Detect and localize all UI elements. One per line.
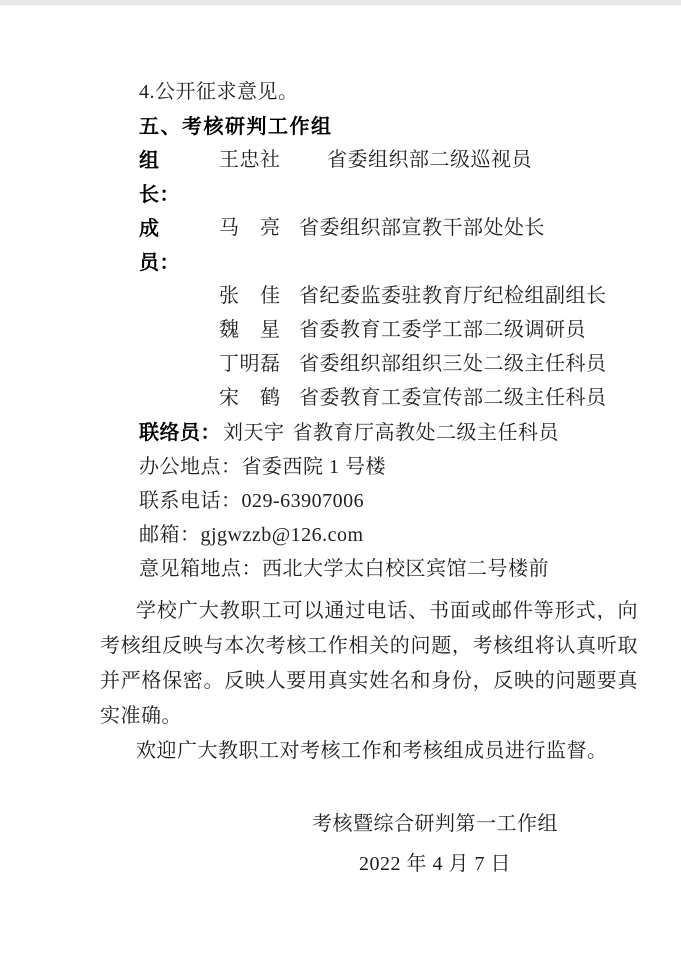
body-paragraph: 欢迎广大教职工对考核工作和考核组成员进行监督。	[136, 740, 608, 762]
list-item-4: 4.公开征求意见。	[139, 81, 299, 103]
members-label: 成 员：	[139, 216, 180, 274]
members-label-spacer	[139, 279, 219, 313]
leader-title: 省委组织部二级巡视员	[327, 149, 532, 171]
contact-suggestion-box-line	[139, 552, 638, 586]
members-label-spacer	[139, 347, 219, 381]
roster-member-row	[139, 211, 638, 279]
members-label-spacer	[139, 313, 219, 347]
member-title: 省委组织部组织三处二级主任科员	[299, 353, 607, 375]
roster-member-row	[139, 347, 638, 381]
signature-date: 2022 年 4 月 7 日	[359, 853, 511, 875]
contact-office-value: 省委西院 1 号楼	[241, 456, 386, 478]
signature-org: 考核暨综合研判第一工作组	[312, 813, 558, 835]
member-name: 魏 星	[219, 319, 281, 341]
liaison-label: 联络员：	[139, 420, 221, 444]
contact-office-label: 办公地点：	[139, 456, 242, 478]
roster-liaison-row	[139, 415, 638, 450]
document-page	[0, 5, 681, 884]
contact-suggestion-box-label: 意见箱地点：	[139, 558, 262, 580]
roster-leader-row	[139, 143, 638, 211]
signature-block	[312, 804, 558, 884]
contact-phone-value: 029-63907006	[241, 490, 365, 512]
member-name: 丁明磊	[219, 353, 281, 375]
roster-member-row	[139, 279, 638, 313]
members-label-spacer	[139, 381, 219, 415]
member-title: 省纪委监委驻教育厅纪检组副组长	[299, 285, 607, 307]
roster-member-row	[139, 313, 638, 347]
leader-label: 组 长：	[139, 148, 180, 206]
section-heading: 五、考核研判工作组	[139, 114, 333, 138]
member-name: 宋 鹤	[219, 387, 281, 409]
contact-suggestion-box-value: 西北大学太白校区宾馆二号楼前	[262, 558, 549, 580]
member-name: 张 佳	[219, 285, 281, 307]
leader-name: 王忠社	[219, 149, 281, 171]
roster-member-row	[139, 381, 638, 415]
member-title: 省委教育工委宣传部二级主任科员	[299, 387, 607, 409]
contact-email-line	[139, 518, 638, 552]
member-name: 马 亮	[219, 217, 281, 239]
contact-office-line	[139, 450, 638, 484]
member-title: 省委教育工委学工部二级调研员	[299, 319, 586, 341]
contact-email-label: 邮箱：	[139, 524, 201, 546]
contact-email-value: gjgwzzb@126.com	[200, 524, 364, 546]
body-paragraph: 学校广大教职工可以通过电话、书面或邮件等形式，向考核组反映与本次考核工作相关的问题，考核组将认真听取并严格保密。反映人要用真实姓名和身份，反映的问题要真实准确。	[100, 600, 638, 727]
liaison-title: 省教育厅高教处二级主任科员	[292, 422, 559, 444]
member-title: 省委组织部宣教干部处处长	[299, 217, 545, 239]
contact-phone-line	[139, 484, 638, 518]
liaison-name: 刘天宇	[223, 422, 285, 444]
contact-phone-label: 联系电话：	[139, 490, 242, 512]
